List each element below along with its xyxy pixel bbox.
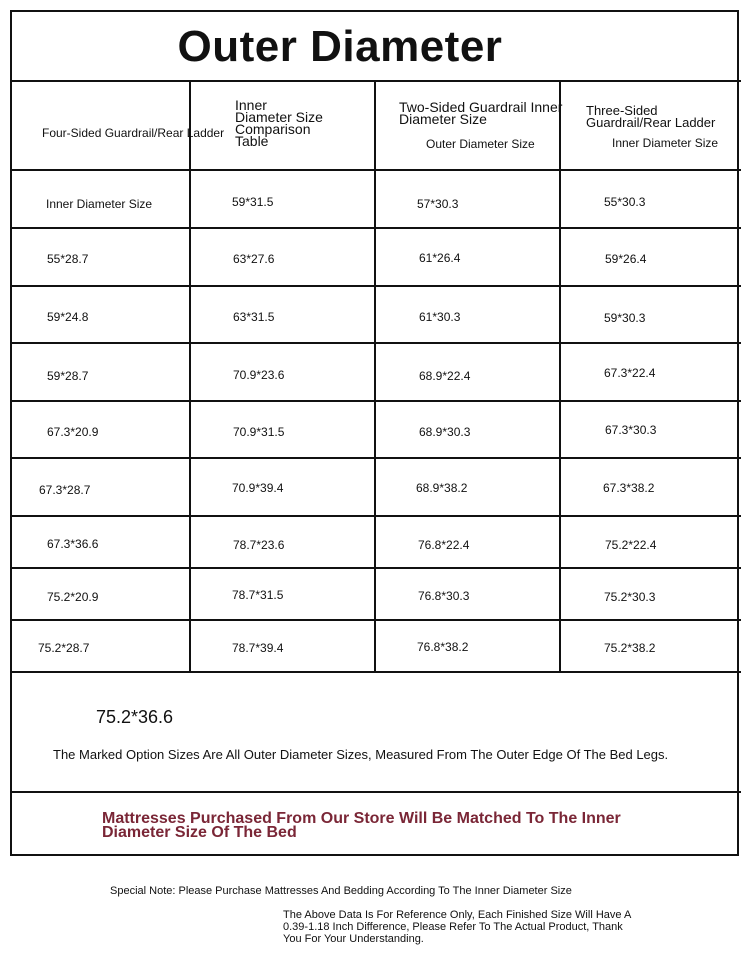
table-cell: 63*27.6 [233,252,275,266]
header-four-sided: Four-Sided Guardrail/Rear Ladder [42,126,225,140]
marked-sizes-note: The Marked Option Sizes Are All Outer Diameter Sizes, Measured From The Outer Edge Of The Bed Legs. [53,747,669,762]
column-divider [189,81,191,672]
table-cell: 55*28.7 [47,252,89,266]
table-cell: 67.3*36.6 [47,537,99,551]
table-cell: 63*31.5 [233,310,275,324]
page-title: Outer Diameter [177,22,503,71]
column-divider [374,81,376,672]
reference-note: The Above Data Is For Reference Only, Each Finished Size Will Have A 0.39-1.18 Inch Difference, Please Refer To The Actual Product, Thank You For Your Understanding. [283,909,631,945]
table-cell: 61*26.4 [419,251,461,265]
table-cell: 67.3*28.7 [39,483,91,497]
table-cell: 75.2*22.4 [605,538,657,552]
table-cell: 59*28.7 [47,369,89,383]
table-cell: 76.8*22.4 [418,538,470,552]
mattress-match-note: Mattresses Purchased From Our Store Will Be Matched To The Inner Diameter Size Of The Bed [102,810,621,841]
table-cell: 55*30.3 [604,195,646,209]
table-cell: 75.2*28.7 [38,641,90,655]
table-cell: 70.9*31.5 [233,425,285,439]
table-cell: 78.7*39.4 [232,641,284,655]
table-cell: 75.2*38.2 [604,641,656,655]
table-cell: 59*30.3 [604,311,646,325]
last-option-size: 75.2*36.6 [96,707,174,727]
table-cell: 61*30.3 [419,310,461,324]
header-three-sided: Three-Sided Guardrail/Rear Ladder [586,103,716,130]
table-cell: 75.2*20.9 [47,590,99,604]
table-cell: 67.3*22.4 [604,366,656,380]
table-cell: 68.9*22.4 [419,369,471,383]
table-cell: 57*30.3 [417,197,459,211]
table-cell: 78.7*23.6 [233,538,285,552]
table-cell: 75.2*30.3 [604,590,656,604]
header-two-sided-sub: Outer Diameter Size [426,137,535,151]
table-cell: 76.8*30.3 [418,589,470,603]
table-cell: 67.3*20.9 [47,425,99,439]
table-cell: 67.3*38.2 [603,481,655,495]
header-two-sided: Two-Sided Guardrail Inner Diameter Size [399,99,563,127]
special-note: Special Note: Please Purchase Mattresses And Bedding According To The Inner Diameter Size [110,885,572,897]
table-cell: 59*24.8 [47,310,89,324]
table-cell: 59*26.4 [605,252,647,266]
table-cell: 78.7*31.5 [232,588,284,602]
column-divider [559,81,561,672]
table-cell: 68.9*38.2 [416,481,468,495]
table-cell: Inner Diameter Size [46,197,153,211]
table-cell: 76.8*38.2 [417,640,469,654]
table-cell: 68.9*30.3 [419,425,471,439]
table-cell: 67.3*30.3 [605,423,657,437]
header-comparison-table: Inner Diameter Size Comparison Table [235,97,323,149]
header-three-sided-sub: Inner Diameter Size [612,136,719,150]
table-cell: 70.9*23.6 [233,368,285,382]
table-cell: 59*31.5 [232,195,274,209]
table-cell: 70.9*39.4 [232,481,284,495]
rule [10,791,741,793]
